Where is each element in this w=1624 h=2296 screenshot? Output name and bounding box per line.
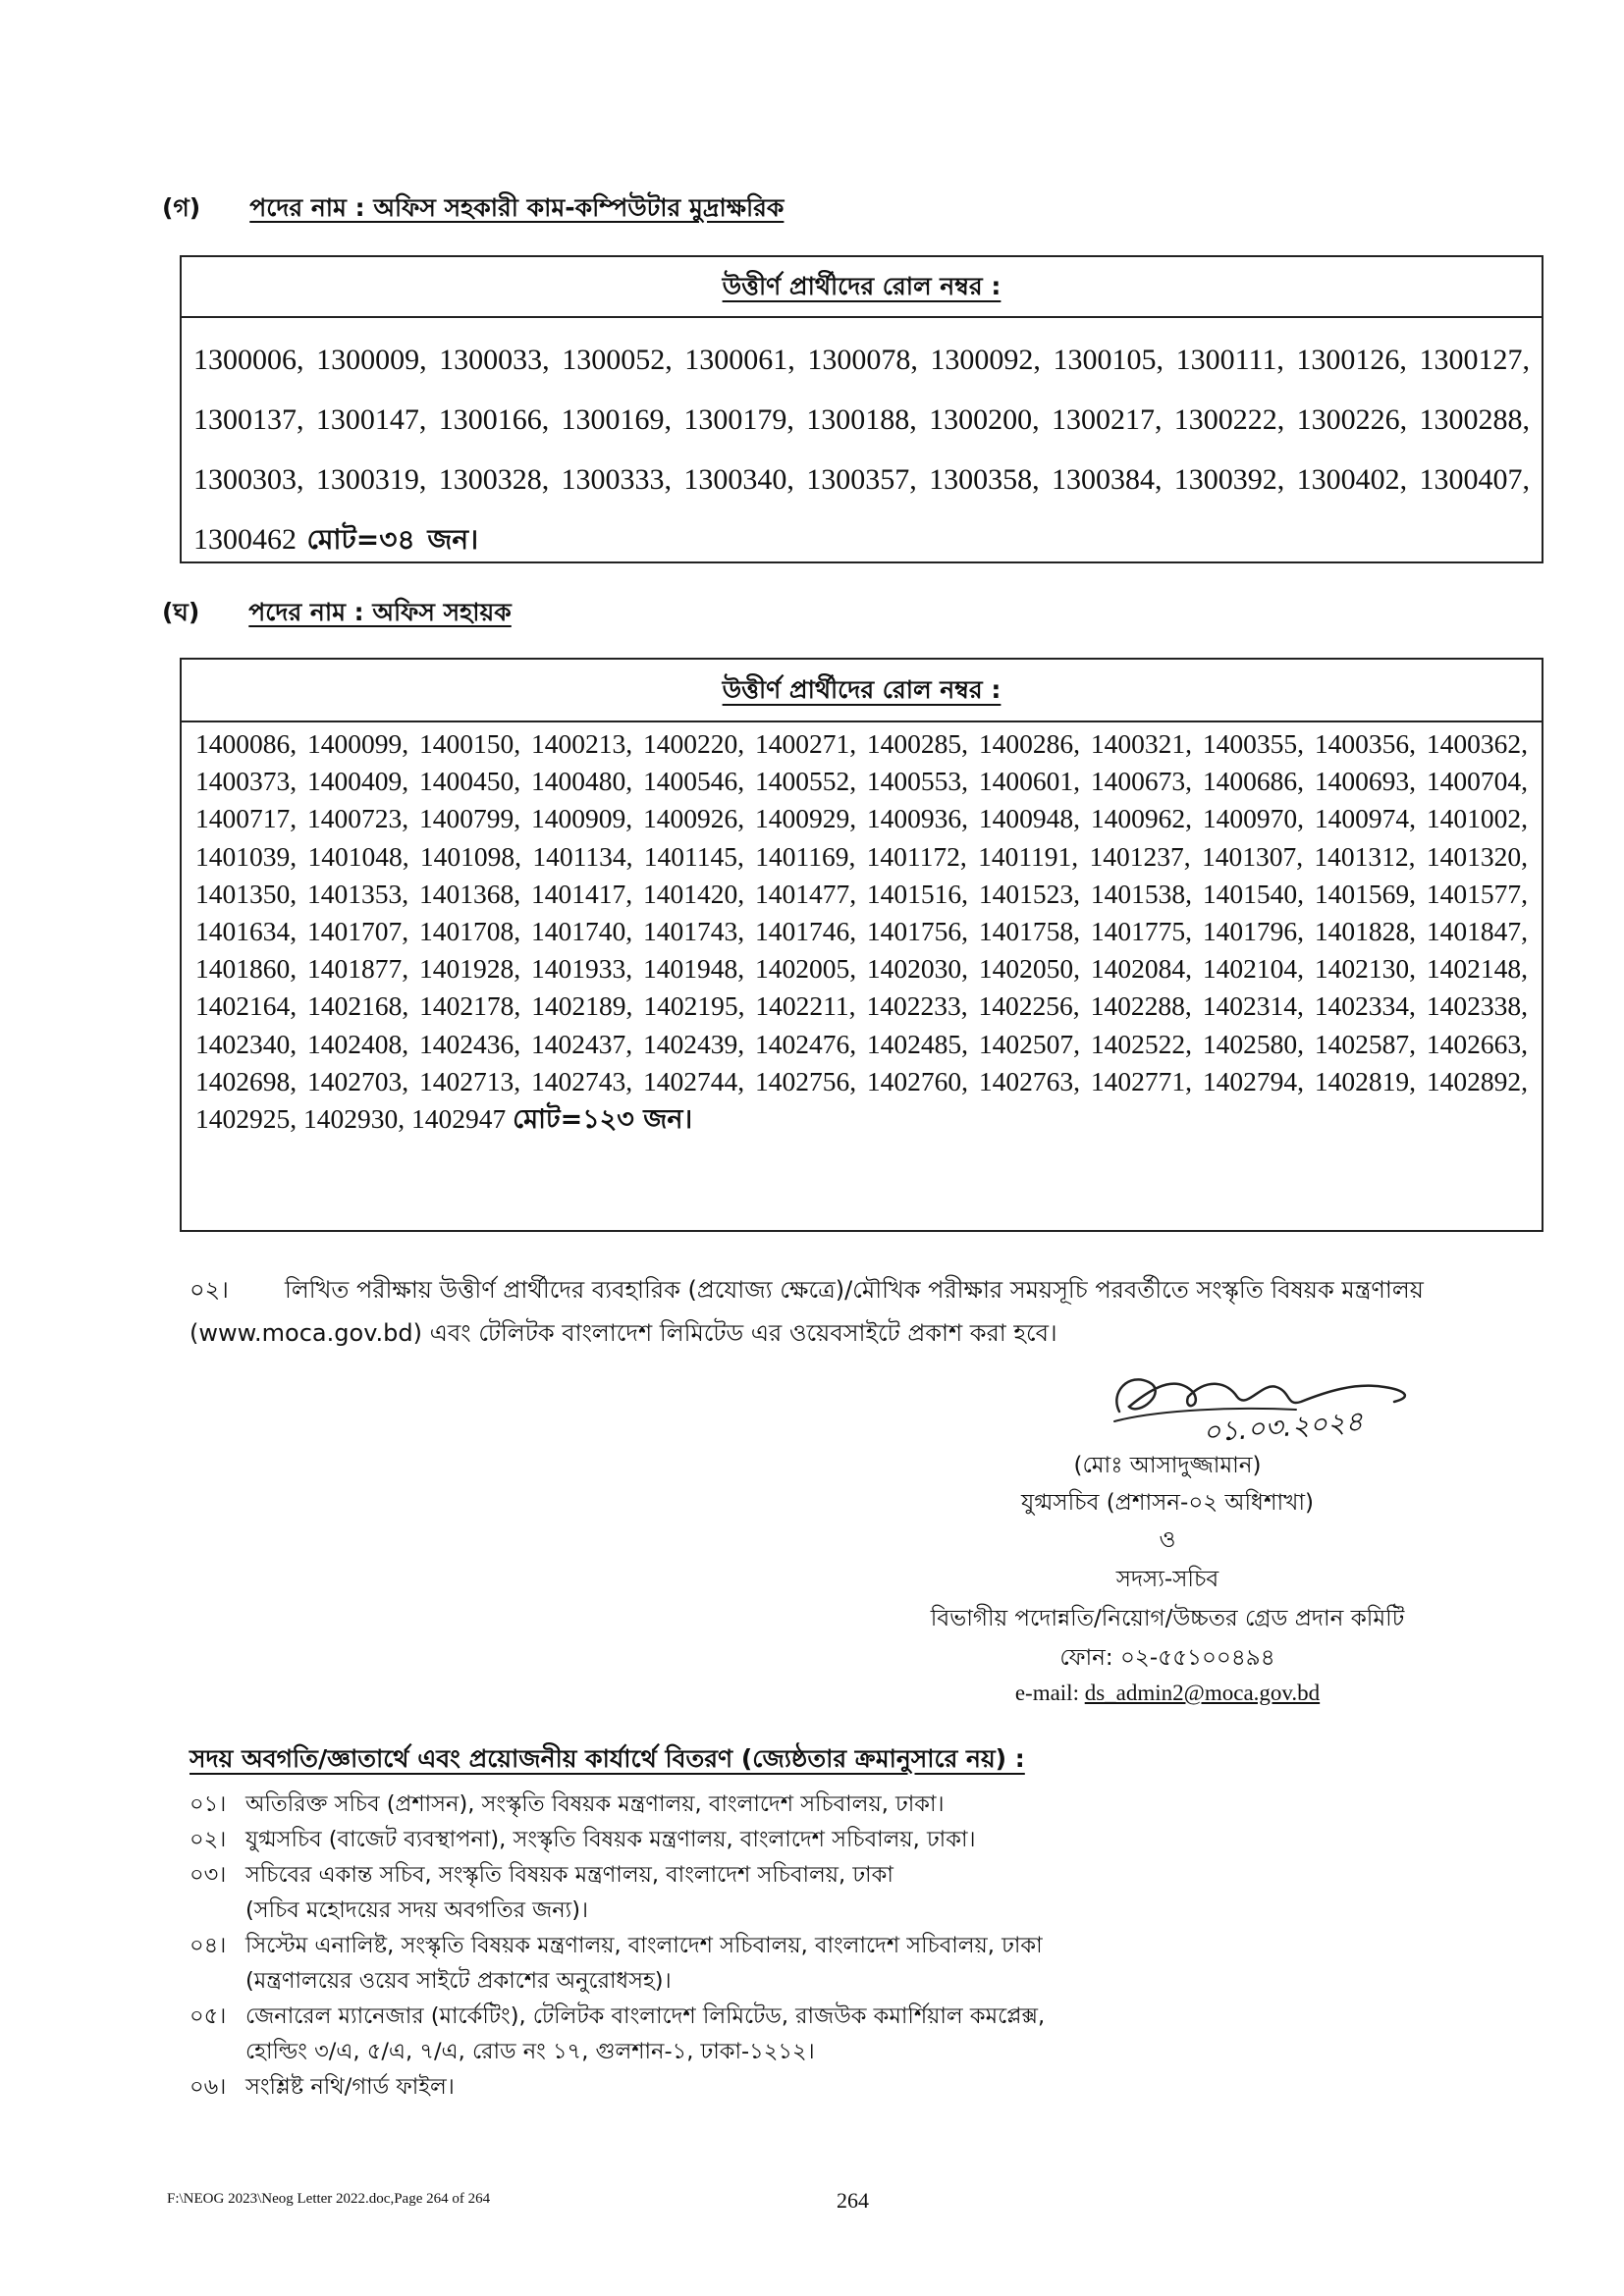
signatory-conjunction: ও	[1159, 1527, 1176, 1553]
section-d-heading	[162, 593, 512, 635]
section-c-rolls: 1300006, 1300009, 1300033, 1300052, 1300061, 1300078, 1300092, 1300105, 1300111, 1300126, 1300127, 1300137, 1300147, 1300166, 1300169, 1300179, 1300188, 1300200, 1300217, 1300222, 1300226, 1300288, 1300303, 1300319, 1300328, 1300333, 1300340, 1300357, 1300358, 1300384, 1300392, 1300402, 1300407, 1300462	[193, 344, 1530, 556]
signatory-role: সদস্য-সচিব	[1115, 1567, 1219, 1592]
section-c-heading	[162, 188, 784, 231]
paragraph-02-number: ০২।	[189, 1276, 229, 1304]
signatory-email	[873, 1681, 1462, 1706]
signatory-committee: বিভাগীয় পদোন্নতি/নিয়োগ/উচ্চতর গ্রেড প্রদান কমিটি	[930, 1606, 1405, 1631]
section-c-table-header: উত্তীর্ণ প্রার্থীদের রোল নম্বর :	[182, 257, 1542, 318]
email-link[interactable]: ds_admin2@moca.gov.bd	[1084, 1681, 1321, 1705]
section-c-total: মোট=৩৪ জন।	[306, 523, 479, 556]
section-c-label: (গ)	[162, 193, 201, 222]
section-d-title: পদের নাম : অফিস সহায়ক	[248, 598, 512, 626]
distribution-item: ০৫। জেনারেল ম্যানেজার (মার্কেটিং), টেলিটক বাংলাদেশ লিমিটেড, রাজউক কমার্শিয়াল কমপ্লেক্স, হোল্ডিং ৩/এ, ৫/এ, ৭/এ, রোড নং ১৭, গুলশান-১, ঢাকা-১২১২।	[189, 2003, 1046, 2064]
section-c-title: পদের নাম : অফিস সহকারী কাম-কম্পিউটার মুদ্রাক্ষরিক	[249, 193, 785, 222]
distribution-item: ০১। অতিরিক্ত সচিব (প্রশাসন), সংস্কৃতি বিষয়ক মন্ত্রণালয়, বাংলাদেশ সচিবালয়, ঢাকা।	[189, 1791, 945, 1817]
distribution-title: সদয় অবগতি/জ্ঞাতার্থে এবং প্রয়োজনীয় কার্যার্থে বিতরণ (জ্যেষ্ঠতার ক্রমানুসারে নয়) :	[189, 1744, 1025, 1773]
distribution-list	[189, 1787, 1495, 2105]
footer-file-path: F:\NEOG 2023\Neog Letter 2022.doc,Page 264 of 264	[167, 2191, 491, 2207]
section-d-table	[180, 658, 1543, 1232]
distribution-item: ০২। যুগ্মসচিব (বাজেট ব্যবস্থাপনা), সংস্কৃতি বিষয়ক মন্ত্রণালয়, বাংলাদেশ সচিবালয়, ঢাকা।	[189, 1827, 976, 1852]
section-d-roll-list	[182, 722, 1542, 1139]
section-d-table-header: উত্তীর্ণ প্রার্থীদের রোল নম্বর :	[182, 660, 1542, 722]
signatory-designation: যুগ্মসচিব (প্রশাসন-০২ অধিশাখা)	[1021, 1490, 1314, 1516]
section-c-roll-list	[182, 318, 1542, 569]
distribution-item: ০৪। সিস্টেম এনালিষ্ট, সংস্কৃতি বিষয়ক মন্ত্রণালয়, বাংলাদেশ সচিবালয়, বাংলাদেশ সচিবালয়, ঢাকা (মন্ত্রণালয়ের ওয়েব সাইটে প্রকাশের অনুরোধসহ)।	[189, 1933, 1043, 1994]
page-number: 264	[837, 2188, 869, 2213]
distribution-item: ০৩। সচিবের একান্ত সচিব, সংস্কৃতি বিষয়ক মন্ত্রণালয়, বাংলাদেশ সচিবালয়, ঢাকা (সচিব মহোদয়ের সদয় অবগতির জন্য)।	[189, 1862, 893, 1923]
paragraph-02	[189, 1268, 1533, 1355]
signature-date: ০১.০৩.২০২৪	[1201, 1405, 1365, 1449]
signatory-name: (মোঃ আসাদুজ্জামান)	[1073, 1453, 1262, 1478]
section-d-total: মোট=১২৩ জন।	[513, 1104, 693, 1136]
section-d-rolls: 1400086, 1400099, 1400150, 1400213, 1400220, 1400271, 1400285, 1400286, 1400321, 1400355, 1400356, 1400362, 1400373, 1400409, 1400450, 1400480, 1400546, 1400552, 1400553, 1400601, 1400673, 1400686, 1400693, 1400704, 1400717, 1400723, 1400799, 1400909, 1400926, 1400929, 1400936, 1400948, 1400962, 1400970, 1400974, 1401002, 1401039, 1401048, 1401098, 1401134, 1401145, 1401169, 1401172, 1401191, 1401237, 1401307, 1401312, 1401320, 1401350, 1401353, 1401368, 1401417, 1401420, 1401477, 1401516, 1401523, 1401538, 1401540, 1401569, 1401577, 1401634, 1401707, 1401708, 1401740, 1401743, 1401746, 1401756, 1401758, 1401775, 1401796, 1401828, 1401847, 1401860, 1401877, 1401928, 1401933, 1401948, 1402005, 1402030, 1402050, 1402084, 1402104, 1402130, 1402148, 1402164, 1402168, 1402178, 1402189, 1402195, 1402211, 1402233, 1402256, 1402288, 1402314, 1402334, 1402338, 1402340, 1402408, 1402436, 1402437, 1402439, 1402476, 1402485, 1402507, 1402522, 1402580, 1402587, 1402663, 1402698, 1402703, 1402713, 1402743, 1402744, 1402756, 1402760, 1402763, 1402771, 1402794, 1402819, 1402892, 1402925, 1402930, 1402947	[195, 728, 1528, 1135]
email-label: e-mail:	[1014, 1681, 1079, 1705]
section-c-table	[180, 255, 1543, 563]
section-d-label: (ঘ)	[162, 598, 200, 626]
distribution-item: ০৬। সংশ্লিষ্ট নথি/গার্ড ফাইল।	[189, 2074, 455, 2100]
signatory-phone: ফোন: ০২-৫৫১০০৪৯৪	[1059, 1645, 1275, 1671]
paragraph-02-text: লিখিত পরীক্ষায় উত্তীর্ণ প্রার্থীদের ব্যবহারিক (প্রযোজ্য ক্ষেত্রে)/মৌখিক পরীক্ষার সময়সূচি পরবর্তীতে সংস্কৃতি বিষয়ক মন্ত্রণালয় (www.moca.gov.bd) এবং টেলিটক বাংলাদেশ লিমিটেড এর ওয়েবসাইটে প্রকাশ করা হবে।	[189, 1276, 1424, 1347]
